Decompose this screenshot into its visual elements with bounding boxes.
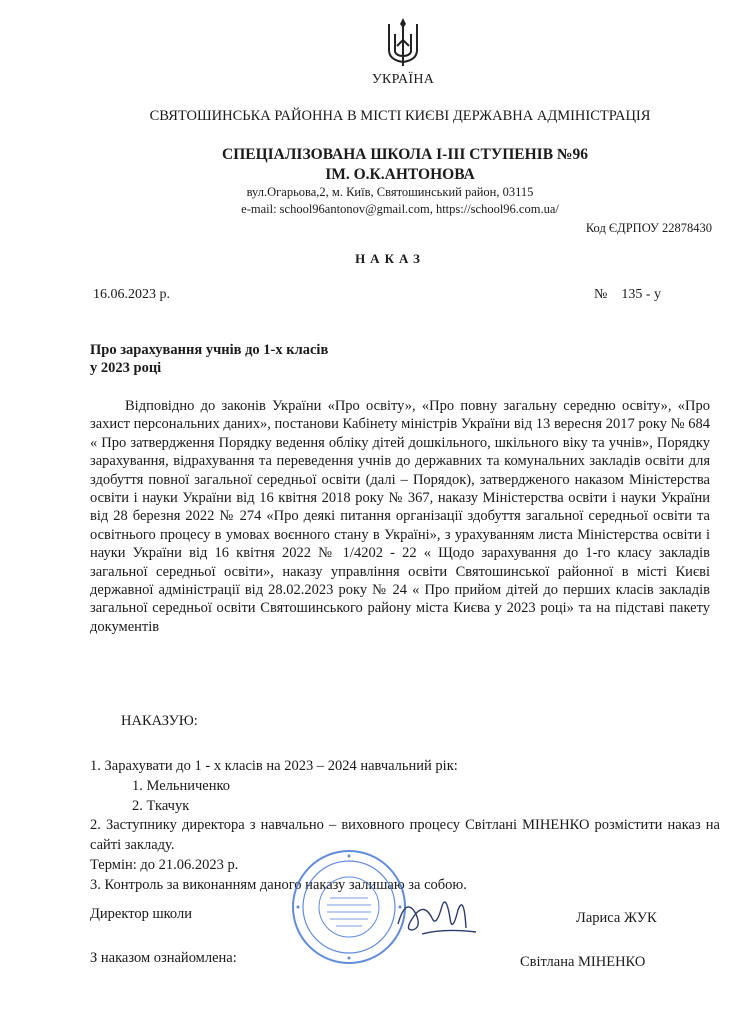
administration-name: СВЯТОШИНСЬКА РАЙОННА В МІСТІ КИЄВІ ДЕРЖАВНА АДМІНІСТРАЦІЯ bbox=[149, 108, 651, 124]
order-subject bbox=[90, 341, 328, 377]
order-item-2: 2. Заступнику директора з навчально – виховного процесу Світлані МІНЕНКО розмістити наказ на сайті закладу. bbox=[90, 817, 720, 854]
order-preamble: Відповідно до законів України «Про освіту», «Про повну загальну середню освіту», «Про захист персональних даних», постанови Кабінету міністрів України від 13 вересня 2017 року № 684 « Про затвердження Порядку ведення обліку дітей дошкільного, шкільного віку та учнів», Порядку зарахування, відрахування та переведення учнів до державних та комунальних закладів освіти для здобуття повної загальної середньої освіти (далі – Порядок), затвердженого наказом Міністерства освіти і науки України від 16 квітня 2018 року № 367, наказу Міністерства освіти і науки України від 28 березня 2022 № 274 «Про деякі питання організації здобуття загальної середньої освіти та освітнього процесу в умовах воєнного стану в Україні», з урахуванням листа Міністерства освіти і науки України від 16 квітня 2022 № 1/4202 - 22 « Щодо зарахування до 1-го класу закладів загальної середньої освіти», наказу управління освіти Святошинської районної в місті Києві державної адміністрації від 28.02.2023 року № 24 « Про прийом дітей до перших класів закладів загальної середньої освіти Святошинського району міста Києва у 2023 році» та на підставі пакету документів bbox=[90, 398, 710, 635]
school-address: вул.Огарьова,2, м. Київ, Святошинський район, 03115 bbox=[246, 185, 534, 199]
order-deadline: Термін: до 21.06.2023 р. bbox=[90, 856, 239, 873]
student-entry: 2. Ткачук bbox=[132, 797, 190, 814]
handwritten-signature-icon bbox=[392, 888, 480, 942]
school-seal-icon bbox=[290, 848, 408, 966]
school-name-line1: СПЕЦІАЛІЗОВАНА ШКОЛА І-ІІІ СТУПЕНІВ №96 bbox=[222, 146, 588, 163]
subject-line1: Про зарахування учнів до 1-х класів bbox=[90, 342, 329, 358]
country-name: УКРАЇНА bbox=[371, 72, 435, 87]
director-name: Лариса ЖУК bbox=[576, 910, 657, 926]
school-contacts: e-mail: school96antonov@gmail.com, https://school96.com.ua/ bbox=[241, 202, 559, 216]
order-item-3: 3. Контроль за виконанням даного наказу залишаю за собою. bbox=[90, 876, 467, 893]
student-entry: 1. Мельниченко bbox=[132, 777, 231, 794]
acknowledged-person-name: Світлана МІНЕНКО bbox=[520, 954, 646, 970]
decree-word: НАКАЗУЮ: bbox=[121, 713, 198, 729]
order-number: № 135 - у bbox=[594, 287, 662, 302]
subject-line2: у 2023 році bbox=[90, 360, 162, 376]
order-item-1: 1. Зарахувати до 1 - х класів на 2023 – 2024 навчальний рік: bbox=[90, 758, 458, 774]
director-role: Директор школи bbox=[90, 906, 192, 922]
trident-emblem-icon bbox=[383, 16, 423, 70]
edrpou-code: Код ЄДРПОУ 22878430 bbox=[585, 221, 712, 235]
document-title: НАКАЗ bbox=[355, 251, 425, 266]
order-date: 16.06.2023 р. bbox=[93, 287, 170, 302]
acknowledgement-label: З наказом ознайомлена: bbox=[90, 950, 237, 966]
school-name-line2: ІМ. О.К.АНТОНОВА bbox=[325, 166, 475, 183]
